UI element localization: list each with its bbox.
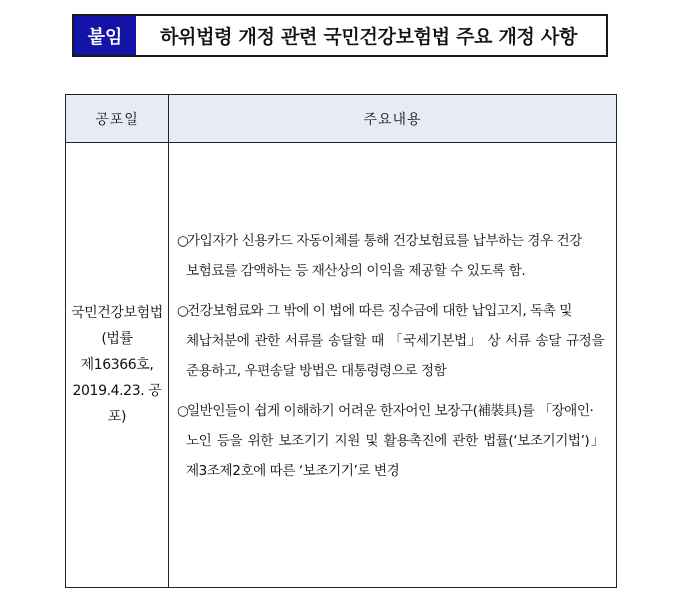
bullet-icon: ○ bbox=[177, 303, 189, 319]
law-name: 국민건강보험법 bbox=[71, 305, 163, 321]
column-header-date: 공포일 bbox=[66, 95, 169, 143]
item-text-continued: 체납처분에 관한 서류를 송달할 때 「국세기본법」 상 서류 송달 규정을 준용하고, 우편송달 방법은 대통령령으로 정함 bbox=[186, 333, 604, 379]
promulgation-cell bbox=[66, 143, 169, 588]
title-box bbox=[72, 14, 608, 57]
column-header-content: 주요내용 bbox=[169, 95, 617, 143]
bullet-icon: ○ bbox=[177, 233, 189, 249]
bullet-icon: ○ bbox=[177, 403, 189, 419]
item-text: 가입자가 신용카드 자동이체를 통해 건강보험료를 납부하는 경우 건강 bbox=[187, 233, 582, 249]
list-item bbox=[177, 226, 604, 286]
table-row bbox=[66, 143, 617, 588]
law-number: 제16366호, bbox=[80, 357, 154, 373]
page-title: 하위법령 개정 관련 국민건강보험법 주요 개정 사항 bbox=[160, 26, 578, 48]
list-item bbox=[177, 296, 604, 386]
law-type: (법률 bbox=[101, 331, 133, 347]
item-text: 일반인들이 쉽게 이해하기 어려운 한자어인 보장구(補裝具)를 「장애인· bbox=[187, 403, 594, 419]
list-item bbox=[177, 396, 604, 486]
table-header-row bbox=[66, 95, 617, 143]
item-text: 건강보험료와 그 밖에 이 법에 따른 징수금에 대한 납입고지, 독촉 및 bbox=[187, 303, 572, 319]
item-text-continued: 노인 등을 위한 보조기기 지원 및 활용촉진에 관한 법률(‘보조기기법’)」 제3조제2호에 따른 ‘보조기기’로 변경 bbox=[186, 433, 604, 479]
attachment-badge: 붙임 bbox=[74, 16, 136, 55]
amendment-table bbox=[65, 94, 617, 588]
promulgation-date: 2019.4.23. 공포) bbox=[72, 383, 162, 425]
content-cell bbox=[169, 143, 617, 588]
item-text-continued: 보험료를 감액하는 등 재산상의 이익을 제공할 수 있도록 함. bbox=[186, 263, 526, 279]
